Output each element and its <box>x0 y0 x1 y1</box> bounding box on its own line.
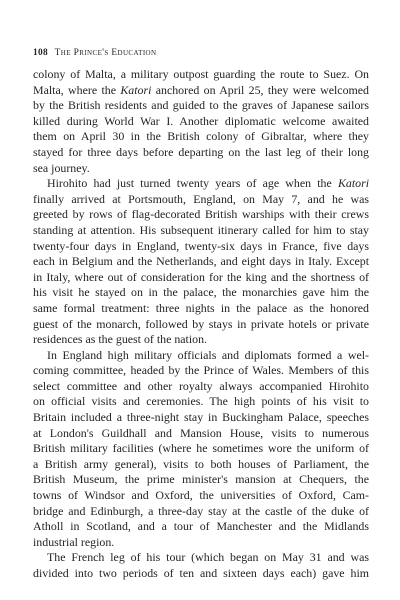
text-line: each in Belgium and the Netherlands, and eight days in Italy. Except <box>33 254 369 269</box>
text-line: at London's Guildhall and Mansion House, visits to numerous <box>33 425 369 440</box>
text-line: bridge and Edinburgh, a three-day stay at the castle of the duke of <box>33 503 369 518</box>
text-line: towns of Windsor and Oxford, the universities of Oxford, Cam- <box>33 488 369 503</box>
text-line: divided into two periods of ten and sixteen days each) gave him <box>33 566 369 580</box>
text-line: Britain included a three-night stay in Buckingham Palace, speeches <box>33 410 369 425</box>
text-line: British military facilities (where he sometimes wore the uniform of <box>33 441 369 456</box>
paragraph <box>33 550 369 581</box>
text-line: select committee and other royalty always accompanied Hirohito <box>33 378 369 393</box>
text-line: The French leg of his tour (which began on May 31 and was <box>47 550 369 565</box>
paragraph <box>33 348 369 551</box>
text-line: Hirohito had just turned twenty years of age when the Katori <box>47 176 369 191</box>
text-line: colony of Malta, a military outpost guarding the route to Suez. On <box>33 67 369 81</box>
text-line: British Museum, the prime minister's mansion at Chequers, the <box>33 472 369 487</box>
text-line: same formal treatment: three nights in the palace as the honored <box>33 300 369 315</box>
text-line: In England high military officials and diplomats formed a wel- <box>47 347 369 362</box>
text-line: guest of the monarch, followed by stays in private hotels or private <box>33 316 369 331</box>
text-line: killed during World War I. Another diplomatic welcome awaited <box>33 113 369 128</box>
ship-name: Katori <box>337 176 369 191</box>
text-line: stayed for three days before departing on the last leg of their long <box>33 144 369 159</box>
text-line: by the British residents and guided to the graves of Japanese sailors <box>33 98 369 113</box>
text-line: sea journey. <box>33 160 90 175</box>
running-head-title: The Prince's Education <box>54 48 157 58</box>
text-line: twenty-four days in England, twenty-six days in France, five days <box>33 238 369 253</box>
text-line: them on April 30 in the British colony of Gibraltar, where they <box>33 129 369 144</box>
paragraph <box>33 67 369 176</box>
text-line: greeted by rows of flag-decorated British warships with their crews <box>33 207 369 222</box>
text-line: in Italy, where out of consideration for the king and the shortness of <box>33 269 369 284</box>
running-head <box>33 47 156 59</box>
text-line: Malta, where the Katori anchored on April 25, they were welcomed <box>33 82 369 97</box>
text-line: industrial region. <box>33 534 115 549</box>
text-line: coming committee, headed by the Prince of Wales. Members of this <box>33 363 369 378</box>
ship-name: Katori <box>120 82 152 97</box>
paragraph <box>33 176 369 348</box>
text-line: residences as the guest of the nation. <box>33 332 208 347</box>
text-line: on official visits and ceremonies. The high points of his visit to <box>33 394 369 409</box>
text-line: a British army general), visits to both houses of Parliament, the <box>33 456 369 471</box>
page-number: 108 <box>33 48 48 58</box>
text-line: Atholl in Scotland, and a tour of Manchester and the Midlands <box>33 519 369 534</box>
body-text <box>33 67 369 582</box>
text-line: his visit he stayed on in the palace, the monarchies gave him the <box>33 285 369 300</box>
text-line: finally arrived at Portsmouth, England, on May 7, and he was <box>33 191 369 206</box>
text-line: standing at attention. His subsequent itinerary called for him to stay <box>33 222 369 237</box>
